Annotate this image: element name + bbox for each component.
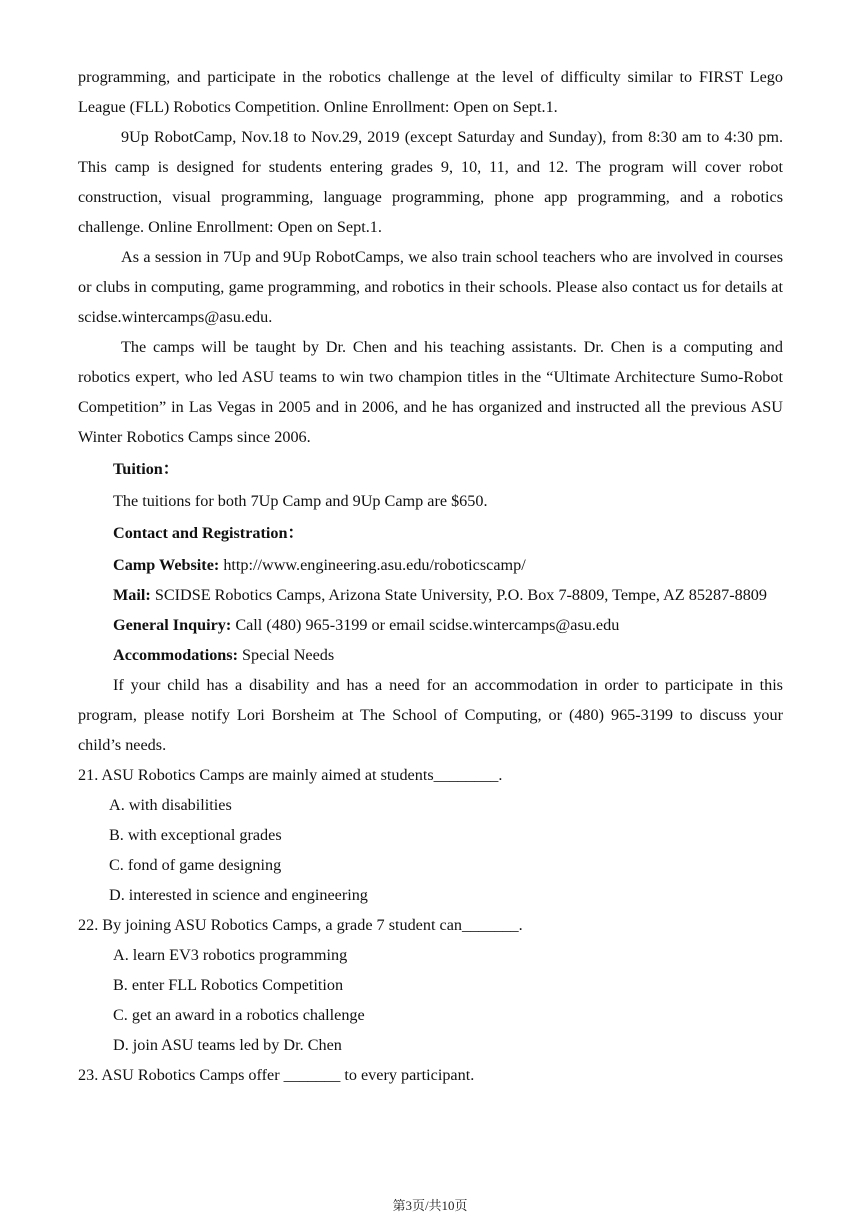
mail-line [78,580,783,610]
paragraph-9up-camp: 9Up RobotCamp, Nov.18 to Nov.29, 2019 (except Saturday and Sunday), from 8:30 am to 4:30 pm. This camp is designed for students entering grades 9, 10, 11, and 12. The program will cover robot construction, visual programming, language programming, phone app programming, and a robotics challenge. Online Enrollment: Open on Sept.1. [78,128,783,236]
tuition-heading: Tuition： [113,460,179,478]
paragraph-fll: programming, and participate in the robotics challenge at the level of difficulty similar to FIRST Lego League (FLL) Robotics Competition. Online Enrollment: Open on Sept.1. [78,68,783,116]
tuition-text: The tuitions for both 7Up Camp and 9Up Camp are $650. [113,492,488,510]
accommodations-line [78,640,783,670]
option-a: A. learn EV3 robotics programming [113,946,348,964]
option-b: B. enter FLL Robotics Competition [113,976,344,994]
document-page [78,62,783,1090]
camp-website-label: Camp Website: [113,556,220,574]
option-b: B. with exceptional grades [109,826,282,844]
option-a: A. with disabilities [109,796,232,814]
question-21 [78,760,783,910]
question-23 [78,1060,783,1090]
question-stem: 22. By joining ASU Robotics Camps, a grade 7 student can_______. [78,916,523,934]
contact-heading: Contact and Registration： [113,524,304,542]
option-d: D. interested in science and engineering [109,886,368,904]
question-stem: 21. ASU Robotics Camps are mainly aimed at students________. [78,766,503,784]
camp-website-line [78,550,783,580]
question-stem: 23. ASU Robotics Camps offer _______ to every participant. [78,1066,475,1084]
option-c: C. get an award in a robotics challenge [113,1006,365,1024]
paragraph-teachers: As a session in 7Up and 9Up RobotCamps, we also train school teachers who are involved in courses or clubs in computing, game programming, and robotics in their schools. Please also contact us for details at scidse.wintercamps@asu.edu. [78,248,783,326]
general-inquiry-line [78,610,783,640]
accommodations-label: Accommodations: [113,646,238,664]
accommodations-value: Special Needs [238,646,335,664]
page-footer: 第3页/共10页 [392,1198,468,1213]
paragraph-dr-chen: The camps will be taught by Dr. Chen and his teaching assistants. Dr. Chen is a computing and robotics expert, who led ASU teams to win two champion titles in the “Ultimate Architecture Sumo-Robot Competition” in Las Vegas in 2005 and in 2006, and he has organized and instructed all the previous ASU Winter Robotics Camps since 2006. [78,338,783,446]
camp-website-link[interactable]: http://www.engineering.asu.edu/roboticscamp/ [219,556,526,574]
general-inquiry-label: General Inquiry: [113,616,232,634]
option-c: C. fond of game designing [109,856,282,874]
mail-address: SCIDSE Robotics Camps, Arizona State University, P.O. Box 7-8809, Tempe, AZ 85287-8809 [150,586,767,604]
accommodations-text: If your child has a disability and has a need for an accommodation in order to participate in this program, please notify Lori Borsheim at The School of Computing, or (480) 965-3199 to discuss your child’s needs. [78,676,783,754]
mail-label: Mail: [113,586,151,604]
question-22 [78,910,783,1060]
general-inquiry-value: Call (480) 965-3199 or email scidse.wintercamps@asu.edu [231,616,620,634]
option-d: D. join ASU teams led by Dr. Chen [113,1036,342,1054]
